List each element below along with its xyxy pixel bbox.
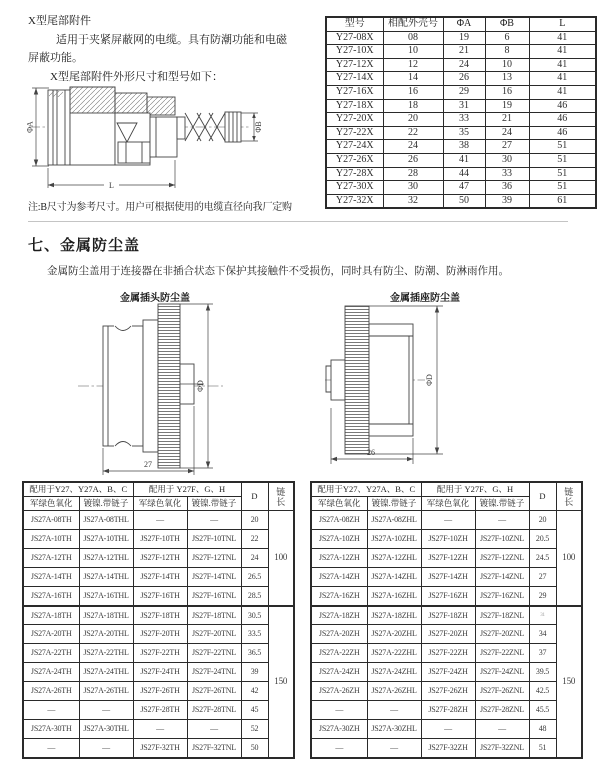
table-cell: JS27A-16ZH: [311, 586, 367, 605]
table-cell: JS27F-16ZNL: [475, 586, 529, 605]
table-cell: 20.5: [529, 529, 556, 548]
table-cell: 10: [485, 58, 529, 72]
table-cell: —: [475, 719, 529, 738]
table-cell: 41: [529, 58, 596, 72]
table-cell: Y27-26X: [326, 153, 383, 167]
table-cell: JS27A-10ZHL: [367, 529, 421, 548]
finish-header-green: 军绿色氧化: [133, 497, 187, 511]
table-cell: 14: [383, 72, 443, 86]
table-row: [311, 529, 582, 548]
table-cell: JS27A-14ZH: [311, 567, 367, 586]
table-cell: 45: [241, 701, 268, 720]
table-cell: 38: [443, 140, 485, 154]
table-cell: JS27F-12TNL: [187, 548, 241, 567]
table-cell: 39.5: [529, 663, 556, 682]
table-cell: 46: [529, 99, 596, 113]
table-cell: Y27-30X: [326, 181, 383, 195]
table-cell: JS27A-18ZH: [311, 606, 367, 625]
table-row: [311, 719, 582, 738]
table-cell: Y27-24X: [326, 140, 383, 154]
table-cell: JS27F-20TH: [133, 625, 187, 644]
table-cell: JS27F-18TNL: [187, 606, 241, 625]
table-cell: JS27F-24ZH: [421, 663, 475, 682]
table-cell: 26: [443, 72, 485, 86]
table-row: [326, 181, 596, 195]
table-cell: 51: [529, 738, 556, 757]
section-divider: [28, 221, 568, 222]
x-tail-size-table: [325, 16, 597, 209]
table-row: [311, 586, 582, 605]
finish-header-nickel: 镀镍.带链子: [187, 497, 241, 511]
table-row: [326, 72, 596, 86]
table-cell: JS27A-20TH: [23, 625, 79, 644]
table-cell: 46: [529, 113, 596, 127]
table-cell: JS27F-10TNL: [187, 529, 241, 548]
table-cell: JS27A-10TH: [23, 529, 79, 548]
table-cell: JS27F-32ZNL: [475, 738, 529, 757]
table-cell: 42: [241, 682, 268, 701]
table-cell: JS27F-22TNL: [187, 644, 241, 663]
table-cell: JS27F-22ZNL: [475, 644, 529, 663]
table-cell: 32: [383, 194, 443, 208]
finish-header-nickel: 镀镍.带链子: [475, 497, 529, 511]
table-cell: 34: [529, 625, 556, 644]
table-row: [326, 85, 596, 99]
table-cell: 51: [529, 181, 596, 195]
col-header-model: 型号: [326, 17, 383, 31]
table-cell: JS27F-28TH: [133, 701, 187, 720]
table-cell: JS27A-30ZHL: [367, 719, 421, 738]
table-row: [326, 58, 596, 72]
table-row: [311, 548, 582, 567]
dim-label-plug-width: 27: [144, 460, 152, 469]
table-cell: 18: [383, 99, 443, 113]
table-cell: JS27F-26ZNL: [475, 682, 529, 701]
table-cell: 21: [485, 113, 529, 127]
table-row: [326, 194, 596, 208]
table-cell: 22: [241, 529, 268, 548]
table-cell: JS27F-12ZH: [421, 548, 475, 567]
table-cell: 16: [485, 85, 529, 99]
table-cell: JS27F-26TNL: [187, 682, 241, 701]
table-cell: JS27F-24TNL: [187, 663, 241, 682]
table-cell: JS27F-32ZH: [421, 738, 475, 757]
table-row: [311, 663, 582, 682]
chain-length-cell: 150: [556, 606, 582, 758]
table-cell: JS27A-08THL: [79, 511, 133, 530]
table-cell: —: [367, 701, 421, 720]
table-row: [23, 738, 294, 757]
table-row: [23, 644, 294, 663]
table-cell: 33: [485, 167, 529, 181]
table-cell: —: [187, 511, 241, 530]
table-cell: JS27A-22THL: [79, 644, 133, 663]
col-header-l: L: [529, 17, 596, 31]
table-cell: 31: [443, 99, 485, 113]
table-cell: 28.5: [241, 586, 268, 605]
table-cell: JS27A-12TH: [23, 548, 79, 567]
table-cell: —: [79, 701, 133, 720]
group-header-y27abc: 配用于Y27、Y27A、B、C: [23, 482, 133, 497]
x-tail-paragraph-1: 适用于夹紧屏蔽网的电缆。具有防潮功能和电磁: [56, 34, 287, 46]
table-cell: 30: [485, 153, 529, 167]
table-cell: JS27F-24ZNL: [475, 663, 529, 682]
table-cell: 6: [485, 31, 529, 45]
table-cell: JS27F-16TH: [133, 586, 187, 605]
table-cell: —: [133, 719, 187, 738]
table-cell: —: [311, 701, 367, 720]
col-header-chain-length: 链长: [268, 482, 294, 511]
table-cell: JS27F-12TH: [133, 548, 187, 567]
table-row: [23, 511, 294, 530]
table-cell: JS27A-26ZH: [311, 682, 367, 701]
table-cell: JS27A-30ZH: [311, 719, 367, 738]
table-cell: JS27A-10THL: [79, 529, 133, 548]
table-cell: JS27F-14TH: [133, 567, 187, 586]
plug-cover-figure-label: 金属插头防尘盖: [120, 293, 190, 304]
table-row: [311, 644, 582, 663]
table-row: [311, 625, 582, 644]
table-header-row: [23, 482, 294, 497]
table-cell: JS27F-28ZNL: [475, 701, 529, 720]
table-cell: —: [475, 511, 529, 530]
table-cell: 26.5: [241, 567, 268, 586]
table-cell: 44: [443, 167, 485, 181]
table-cell: 19: [485, 99, 529, 113]
chain-length-cell: 100: [556, 511, 582, 606]
table-cell: JS27F-18ZNL: [475, 606, 529, 625]
socket-cover-part-table: [310, 481, 583, 759]
table-cell: Y27-16X: [326, 85, 383, 99]
table-cell: JS27A-22ZHL: [367, 644, 421, 663]
table-cell: JS27F-14ZH: [421, 567, 475, 586]
table-cell: JS27A-22ZH: [311, 644, 367, 663]
table-cell: JS27F-24TH: [133, 663, 187, 682]
col-header-d: D: [241, 482, 268, 511]
table-cell: —: [367, 738, 421, 757]
chain-length-cell: 150: [268, 606, 294, 758]
table-row: [326, 153, 596, 167]
table-cell: —: [133, 511, 187, 530]
table-row: [326, 167, 596, 181]
table-cell: 41: [529, 31, 596, 45]
table-cell: 41: [529, 45, 596, 59]
table-cell: JS27F-28ZH: [421, 701, 475, 720]
table-row: [311, 738, 582, 757]
col-header-phi-b: ΦB: [485, 17, 529, 31]
table-header-row: [311, 482, 582, 497]
table-cell: JS27F-14TNL: [187, 567, 241, 586]
dim-label-l: L: [109, 181, 114, 190]
table-cell: JS27A-08ZHL: [367, 511, 421, 530]
table-row: [326, 113, 596, 127]
table-cell: 08: [383, 31, 443, 45]
table-row: [311, 606, 582, 625]
table-cell: 33: [443, 113, 485, 127]
table-cell: 50: [443, 194, 485, 208]
section-heading: 七、金属防尘盖: [28, 237, 141, 254]
table-row: [326, 99, 596, 113]
table-row: [23, 529, 294, 548]
dim-label-phi-d: ΦD: [196, 380, 205, 392]
col-header-shell: 相配外壳号: [383, 17, 443, 31]
table-cell: JS27F-32TNL: [187, 738, 241, 757]
table-cell: 33.5: [241, 625, 268, 644]
table-cell: JS27A-10ZH: [311, 529, 367, 548]
table-cell: 22: [383, 126, 443, 140]
table-cell: Y27-20X: [326, 113, 383, 127]
table-cell: JS27A-18THL: [79, 606, 133, 625]
table-cell: 20: [529, 511, 556, 530]
table-cell: JS27F-22ZH: [421, 644, 475, 663]
dim-label-phi-a: ΦA: [25, 121, 35, 133]
table-cell: 41: [529, 85, 596, 99]
table-cell: 39: [485, 194, 529, 208]
table-cell: 29: [443, 85, 485, 99]
table-cell: 29: [529, 586, 556, 605]
table-cell: —: [187, 719, 241, 738]
table-cell: 39: [241, 663, 268, 682]
table-cell: JS27A-24TH: [23, 663, 79, 682]
table-cell: 21: [443, 45, 485, 59]
table-row: [23, 701, 294, 720]
x-tail-drawing: [25, 85, 315, 207]
table-cell: 24: [485, 126, 529, 140]
table-cell: 24.5: [529, 548, 556, 567]
table-cell: JS27F-10TH: [133, 529, 187, 548]
table-cell: 41: [443, 153, 485, 167]
table-cell: JS27A-22TH: [23, 644, 79, 663]
table-cell: 47: [443, 181, 485, 195]
table-cell: 52: [241, 719, 268, 738]
table-cell: JS27A-08ZH: [311, 511, 367, 530]
x-tail-note: 注:B尺寸为参考尺寸。用户可根据使用的电缆直径向我厂定购: [28, 202, 292, 213]
table-row: [23, 586, 294, 605]
dim-label-socket-width: 26: [367, 448, 375, 457]
table-cell: 36: [485, 181, 529, 195]
table-cell: 36.5: [241, 644, 268, 663]
table-cell: Y27-08X: [326, 31, 383, 45]
finish-header-nickel: 镀镍.带链子: [79, 497, 133, 511]
table-cell: 37: [529, 644, 556, 663]
table-cell: —: [23, 701, 79, 720]
table-cell: Y27-12X: [326, 58, 383, 72]
table-cell: 24: [443, 58, 485, 72]
table-row: [23, 548, 294, 567]
table-cell: JS27F-10ZH: [421, 529, 475, 548]
table-cell: JS27F-12ZNL: [475, 548, 529, 567]
table-cell: 42.5: [529, 682, 556, 701]
group-header-y27abc: 配用于Y27、Y27A、B、C: [311, 482, 421, 497]
table-cell: 30.5: [241, 606, 268, 625]
table-row: [326, 140, 596, 154]
table-cell: 30: [383, 181, 443, 195]
table-row: [326, 126, 596, 140]
table-cell: 27: [529, 567, 556, 586]
table-cell: —: [23, 738, 79, 757]
table-cell: JS27A-24ZHL: [367, 663, 421, 682]
table-cell: 27: [485, 140, 529, 154]
table-row: [23, 625, 294, 644]
table-cell: Y27-18X: [326, 99, 383, 113]
table-cell: JS27A-14TH: [23, 567, 79, 586]
finish-header-nickel: 镀镍.带链子: [367, 497, 421, 511]
plug-cover-part-table: [22, 481, 295, 759]
table-cell: 51: [529, 140, 596, 154]
table-cell: JS27F-26ZH: [421, 682, 475, 701]
table-cell: JS27F-16TNL: [187, 586, 241, 605]
table-cell: 10: [383, 45, 443, 59]
table-cell: 19: [443, 31, 485, 45]
table-cell: JS27F-20ZNL: [475, 625, 529, 644]
table-cell: Y27-32X: [326, 194, 383, 208]
table-cell: 24: [383, 140, 443, 154]
table-cell: JS27F-18TH: [133, 606, 187, 625]
table-cell: —: [421, 511, 475, 530]
finish-header-green: 军绿色氧化: [23, 497, 79, 511]
table-cell: Y27-22X: [326, 126, 383, 140]
table-cell: JS27A-30THL: [79, 719, 133, 738]
table-cell: JS27A-30TH: [23, 719, 79, 738]
group-header-y27fgh: 配用于 Y27F、G、H: [133, 482, 241, 497]
table-cell: JS27A-26ZHL: [367, 682, 421, 701]
table-row: [23, 719, 294, 738]
table-cell: 31: [529, 606, 556, 625]
table-cell: JS27A-14THL: [79, 567, 133, 586]
table-cell: 50: [241, 738, 268, 757]
col-header-d: D: [529, 482, 556, 511]
table-cell: JS27F-28TNL: [187, 701, 241, 720]
table-row: [23, 663, 294, 682]
table-cell: 51: [529, 167, 596, 181]
section-description: 金属防尘盖用于连接器在非插合状态下保护其接触件不受损伤，同时具有防尘、防潮、防淋雨作用。: [47, 266, 509, 277]
table-row: [326, 31, 596, 45]
table-cell: JS27A-20ZH: [311, 625, 367, 644]
table-cell: JS27A-24THL: [79, 663, 133, 682]
table-cell: 20: [383, 113, 443, 127]
table-cell: 16: [383, 85, 443, 99]
table-row: [23, 567, 294, 586]
table-cell: JS27A-16THL: [79, 586, 133, 605]
table-row: [311, 682, 582, 701]
table-row: [311, 701, 582, 720]
dim-label-phi-d: ΦD: [425, 374, 434, 386]
col-header-phi-a: ΦA: [443, 17, 485, 31]
table-cell: 46: [529, 126, 596, 140]
table-cell: JS27A-26THL: [79, 682, 133, 701]
table-cell: JS27A-08TH: [23, 511, 79, 530]
x-tail-title: X型尾部附件: [28, 15, 91, 27]
table-cell: JS27F-18ZH: [421, 606, 475, 625]
table-cell: 48: [529, 719, 556, 738]
table-cell: JS27F-32TH: [133, 738, 187, 757]
table-row: [311, 511, 582, 530]
table-cell: JS27A-18ZHL: [367, 606, 421, 625]
table-cell: JS27F-20ZH: [421, 625, 475, 644]
table-cell: JS27F-14ZNL: [475, 567, 529, 586]
chain-length-cell: 100: [268, 511, 294, 606]
table-cell: Y27-10X: [326, 45, 383, 59]
table-cell: JS27A-20THL: [79, 625, 133, 644]
table-cell: JS27A-16TH: [23, 586, 79, 605]
table-cell: JS27A-14ZHL: [367, 567, 421, 586]
table-cell: 45.5: [529, 701, 556, 720]
table-cell: JS27A-12ZHL: [367, 548, 421, 567]
table-cell: JS27F-10ZNL: [475, 529, 529, 548]
table-cell: 26: [383, 153, 443, 167]
table-cell: Y27-14X: [326, 72, 383, 86]
group-header-y27fgh: 配用于 Y27F、G、H: [421, 482, 529, 497]
table-cell: 13: [485, 72, 529, 86]
table-cell: 28: [383, 167, 443, 181]
table-cell: —: [79, 738, 133, 757]
socket-dust-cover-drawing: [325, 296, 565, 481]
table-cell: JS27F-20TNL: [187, 625, 241, 644]
table-cell: JS27A-12ZH: [311, 548, 367, 567]
table-cell: 20: [241, 511, 268, 530]
table-cell: JS27A-18TH: [23, 606, 79, 625]
table-cell: 41: [529, 72, 596, 86]
table-cell: Y27-28X: [326, 167, 383, 181]
table-cell: 51: [529, 153, 596, 167]
finish-header-green: 军绿色氧化: [311, 497, 367, 511]
x-tail-paragraph-3: X型尾部附件外形尺寸和型号如下：: [50, 71, 223, 83]
table-cell: JS27F-16ZH: [421, 586, 475, 605]
table-cell: JS27F-22TH: [133, 644, 187, 663]
table-cell: JS27F-26TH: [133, 682, 187, 701]
table-cell: JS27A-26TH: [23, 682, 79, 701]
dim-label-phi-b: ΦB: [254, 121, 263, 133]
plug-dust-cover-drawing: [58, 296, 308, 481]
table-cell: 35: [443, 126, 485, 140]
table-row: [311, 567, 582, 586]
table-header-row: [326, 17, 596, 31]
socket-cover-figure-label: 金属插座防尘盖: [390, 293, 460, 304]
table-row: [23, 606, 294, 625]
table-cell: JS27A-24ZH: [311, 663, 367, 682]
table-cell: JS27A-20ZHL: [367, 625, 421, 644]
col-header-chain-length: 链长: [556, 482, 582, 511]
table-cell: 8: [485, 45, 529, 59]
finish-header-green: 军绿色氧化: [421, 497, 475, 511]
table-row: [326, 45, 596, 59]
table-cell: 61: [529, 194, 596, 208]
table-cell: 12: [383, 58, 443, 72]
table-cell: —: [311, 738, 367, 757]
table-cell: JS27A-12THL: [79, 548, 133, 567]
x-tail-paragraph-2: 屏蔽功能。: [28, 52, 83, 64]
table-cell: 24: [241, 548, 268, 567]
table-row: [23, 682, 294, 701]
table-cell: —: [421, 719, 475, 738]
table-cell: JS27A-16ZHL: [367, 586, 421, 605]
